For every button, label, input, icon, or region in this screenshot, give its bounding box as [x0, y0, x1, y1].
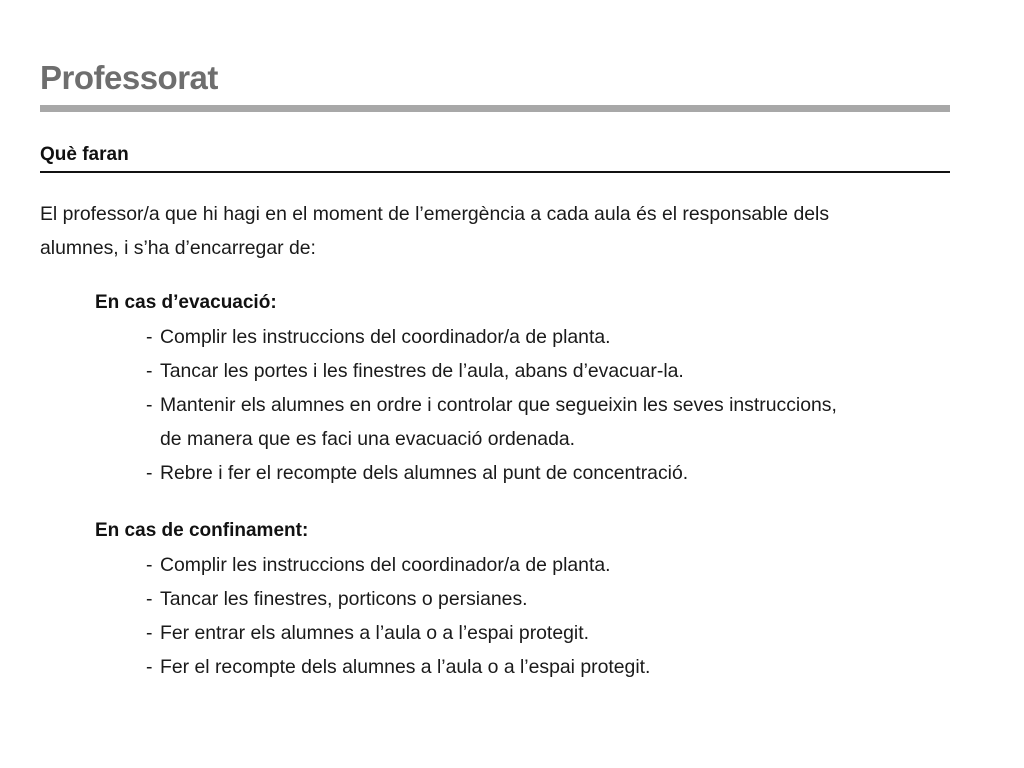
list-marker: -: [146, 622, 153, 644]
list-marker: -: [146, 554, 153, 576]
list-item-continuation: de manera que es faci una evacuació ordenada.: [160, 428, 576, 450]
intro-line-1: El professor/a que hi hagi en el moment de l’emergència a cada aula és el responsable dels: [40, 203, 830, 225]
evacuation-heading: En cas d’evacuació:: [95, 292, 277, 313]
list-item: [95, 616, 975, 650]
list-marker: -: [146, 394, 153, 416]
list-marker: -: [146, 326, 153, 348]
list-marker: -: [146, 588, 153, 610]
intro-line-2: alumnes, i s’ha d’encarregar de:: [40, 237, 316, 259]
list-marker: -: [146, 360, 153, 382]
list-item-text: Fer el recompte dels alumnes a l’aula o a l’espai protegit.: [160, 656, 651, 678]
list-marker: -: [146, 656, 153, 678]
list-item-text: Rebre i fer el recompte dels alumnes al punt de concentració.: [160, 462, 689, 484]
list-item-text: Tancar les portes i les finestres de l’aula, abans d’evacuar-la.: [160, 360, 684, 382]
list-item-text: Mantenir els alumnes en ordre i controlar que segueixin les seves instruccions,: [160, 394, 837, 416]
page-title: Professorat: [40, 59, 218, 96]
section-heading: Què faran: [40, 144, 129, 165]
list-item: [95, 456, 975, 490]
confinement-section: [95, 514, 975, 684]
list-item: [95, 388, 975, 456]
list-item-text: Tancar les finestres, porticons o persianes.: [160, 588, 528, 610]
list-item: [95, 582, 975, 616]
list-marker: -: [146, 462, 153, 484]
list-item: [95, 650, 975, 684]
list-item: [95, 354, 975, 388]
intro-paragraph: [40, 197, 960, 265]
list-item-text: Complir les instruccions del coordinador/a de planta.: [160, 326, 611, 348]
section-divider: [40, 171, 950, 173]
list-item-text: Complir les instruccions del coordinador/a de planta.: [160, 554, 611, 576]
title-divider: [40, 105, 950, 112]
confinement-heading: En cas de confinament:: [95, 520, 309, 541]
list-item-text: Fer entrar els alumnes a l’aula o a l’espai protegit.: [160, 622, 589, 644]
list-item: [95, 320, 975, 354]
list-item: [95, 548, 975, 582]
evacuation-section: [95, 286, 975, 490]
